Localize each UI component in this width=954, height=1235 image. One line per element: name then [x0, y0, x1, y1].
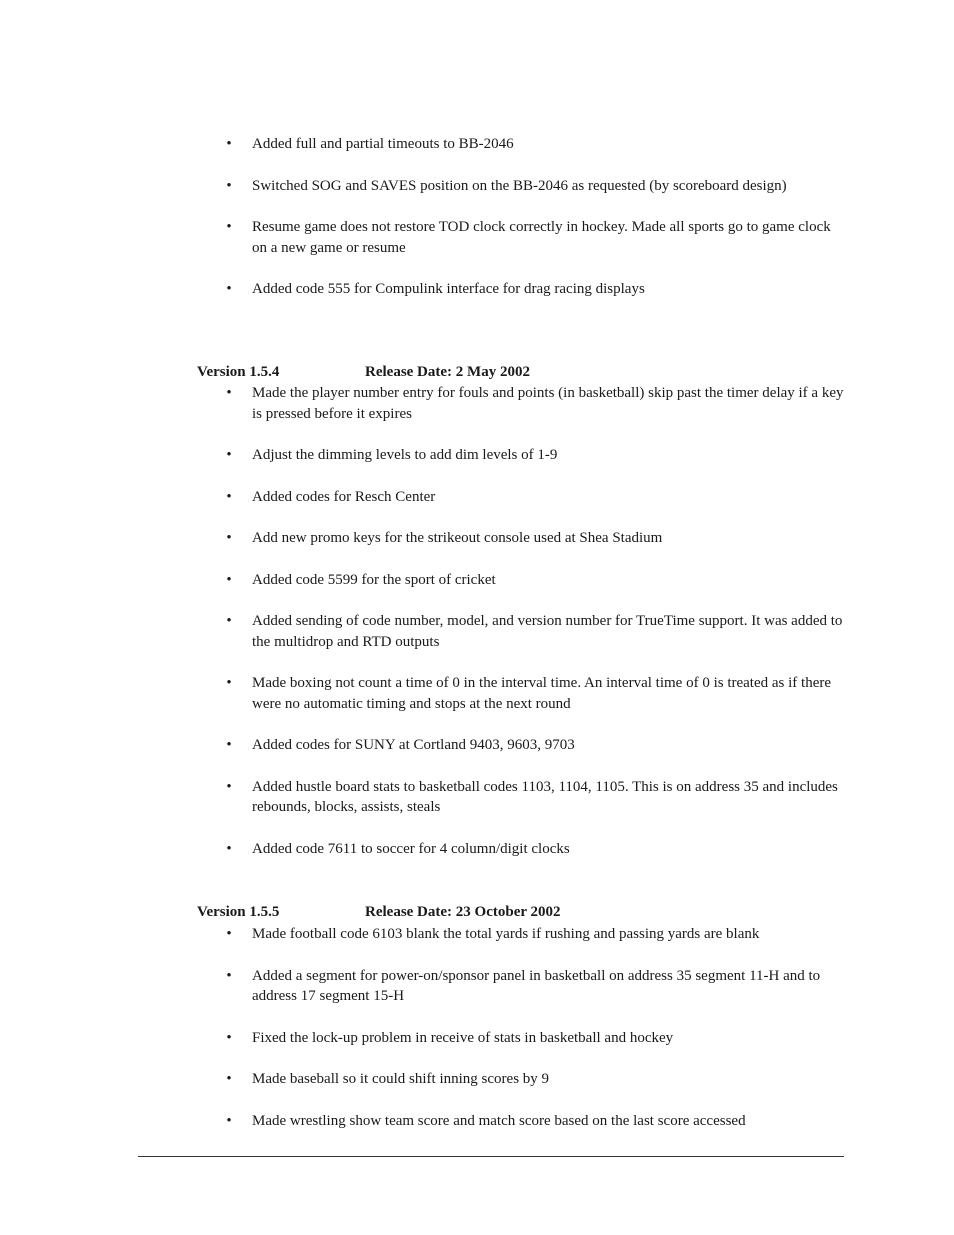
footer-divider: [138, 1156, 844, 1157]
list-item: • Made boxing not count a time of 0 in the interval time. An interval time of 0 is treated as if there were no automatic timing and stops at the next round: [224, 673, 844, 714]
bullet-icon: •: [226, 926, 232, 942]
release-date: Release Date: 2 May 2002: [365, 364, 530, 380]
bullet-icon: •: [226, 488, 232, 505]
bullet-icon: •: [226, 385, 232, 401]
bullet-icon: •: [226, 967, 232, 984]
bullet-icon: •: [226, 840, 232, 857]
list-item: • Added code 555 for Compulink interface for drag racing displays: [224, 279, 844, 300]
bullet-list-154: [224, 383, 844, 880]
list-item: • Made the player number entry for fouls and points (in basketball) skip past the timer delay if a key is pressed before it expires: [224, 383, 844, 424]
list-item: • Added code 5599 for the sport of cricket: [224, 570, 844, 591]
bullet-icon: •: [226, 530, 232, 546]
list-item: • Made football code 6103 blank the total yards if rushing and passing yards are blank: [224, 924, 844, 945]
bullet-icon: •: [226, 136, 232, 152]
list-item: • Added codes for Resch Center: [224, 487, 844, 508]
list-item: • Made baseball so it could shift inning scores by 9: [224, 1069, 844, 1090]
bullet-icon: •: [226, 778, 232, 795]
list-item: • Added code 7611 to soccer for 4 column/digit clocks: [224, 839, 844, 860]
list-item: • Added codes for SUNY at Cortland 9403, 9603, 9703: [224, 735, 844, 756]
list-item: • Made wrestling show team score and match score based on the last score accessed: [224, 1111, 844, 1132]
bullet-icon: •: [226, 281, 232, 297]
version-number: Version 1.5.4: [197, 364, 280, 380]
list-item: • Added hustle board stats to basketball codes 1103, 1104, 1105. This is on address 35 and includes rebounds, blocks, assists, steals: [224, 777, 844, 818]
version-header-155: [197, 902, 561, 922]
bullet-icon: •: [226, 177, 232, 194]
bullet-icon: •: [226, 1029, 232, 1046]
bullet-icon: •: [226, 737, 232, 753]
release-date: Release Date: 23 October 2002: [365, 904, 561, 920]
list-item: • Added a segment for power-on/sponsor panel in basketball on address 35 segment 11-H and to address 17 segment 15-H: [224, 966, 844, 1007]
list-item: • Added sending of code number, model, and version number for TrueTime support. It was added to the multidrop and RTD outputs: [224, 611, 844, 652]
bullet-icon: •: [226, 447, 232, 463]
bullet-icon: •: [226, 613, 232, 629]
bullet-icon: •: [226, 571, 232, 588]
bullet-icon: •: [226, 675, 232, 691]
bullet-list-155: [224, 924, 844, 1152]
version-number: Version 1.5.5: [197, 904, 280, 920]
list-item: • Switched SOG and SAVES position on the BB-2046 as requested (by scoreboard design): [224, 176, 844, 197]
version-header-154: [197, 362, 530, 382]
list-item: • Resume game does not restore TOD clock correctly in hockey. Made all sports go to game clock on a new game or resume: [224, 217, 844, 258]
list-item: • Added full and partial timeouts to BB-2046: [224, 134, 844, 155]
bullet-icon: •: [226, 1071, 232, 1087]
list-item: • Add new promo keys for the strikeout console used at Shea Stadium: [224, 528, 844, 549]
bullet-icon: •: [226, 219, 232, 235]
list-item: • Fixed the lock-up problem in receive of stats in basketball and hockey: [224, 1028, 844, 1049]
bullet-icon: •: [226, 1112, 232, 1129]
list-item: • Adjust the dimming levels to add dim levels of 1-9: [224, 445, 844, 466]
bullet-list-top: [224, 134, 844, 321]
